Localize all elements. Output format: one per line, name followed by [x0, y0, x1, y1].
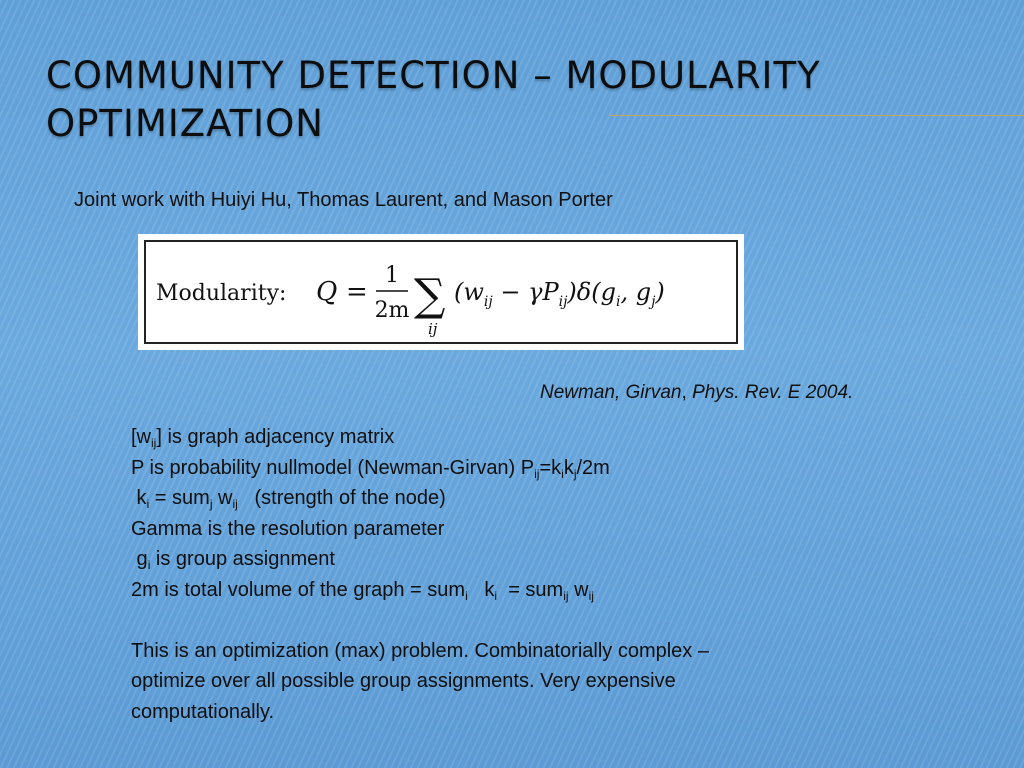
subtitle: Joint work with Huiyi Hu, Thomas Laurent, and Mason Porter — [74, 189, 613, 211]
formula-equals: = — [346, 277, 368, 307]
title-line-1: COMMUNITY DETECTION – MODULARITY — [46, 54, 821, 97]
citation-authors: Newman, Girvan — [540, 382, 682, 403]
modularity-formula-box — [138, 234, 744, 350]
formula-denominator: 2m — [374, 298, 410, 323]
formula-q: Q — [316, 277, 338, 307]
formula-numerator: 1 — [385, 263, 399, 288]
paragraph-line-1: This is an optimization (max) problem. Combinatorially complex – — [131, 639, 709, 662]
modularity-formula — [146, 242, 736, 342]
title-line-2: OPTIMIZATION — [46, 102, 324, 145]
formula-label: Modularity: — [156, 281, 287, 306]
spacer — [131, 605, 911, 636]
formula-body: $(w_{ij} - \gamma P_{ij})\delta(g_i$, $g_j$) — [454, 278, 665, 310]
paragraph-line-2: optimize over all possible group assignments. Very expensive — [131, 670, 676, 692]
definition-nullmodel: P is probability nullmodel (Newman-Girvan) $P_{ij}=k_ik_j/2m$ — [131, 456, 610, 481]
slide-title — [46, 52, 1006, 148]
summation-sign: ∑ — [414, 270, 446, 321]
paragraph-line-3: computationally. — [131, 700, 275, 723]
citation-journal: Phys. Rev. E — [692, 382, 801, 403]
citation — [540, 382, 853, 404]
citation-separator: , — [681, 382, 693, 403]
definition-gamma: Gamma is the resolution parameter — [131, 517, 445, 540]
definition-node-strength: $k_i = sum_j$ $w_{ij}$ (strength of the node) — [131, 487, 446, 511]
formula-frame — [144, 240, 738, 344]
definitions-list — [131, 422, 911, 727]
definition-adjacency: $[w_{ij}]$ is graph adjacency matrix — [131, 426, 395, 450]
definition-group: $g_i$ is group assignment — [131, 548, 335, 572]
summation-index: ij — [428, 320, 438, 338]
citation-year: 2004. — [800, 382, 854, 403]
definition-volume: 2m is total volume of the graph = sum$_i$ $k_i = sum_{ij}$ $w_{ij}$ — [131, 578, 594, 603]
title-divider — [610, 115, 1024, 116]
